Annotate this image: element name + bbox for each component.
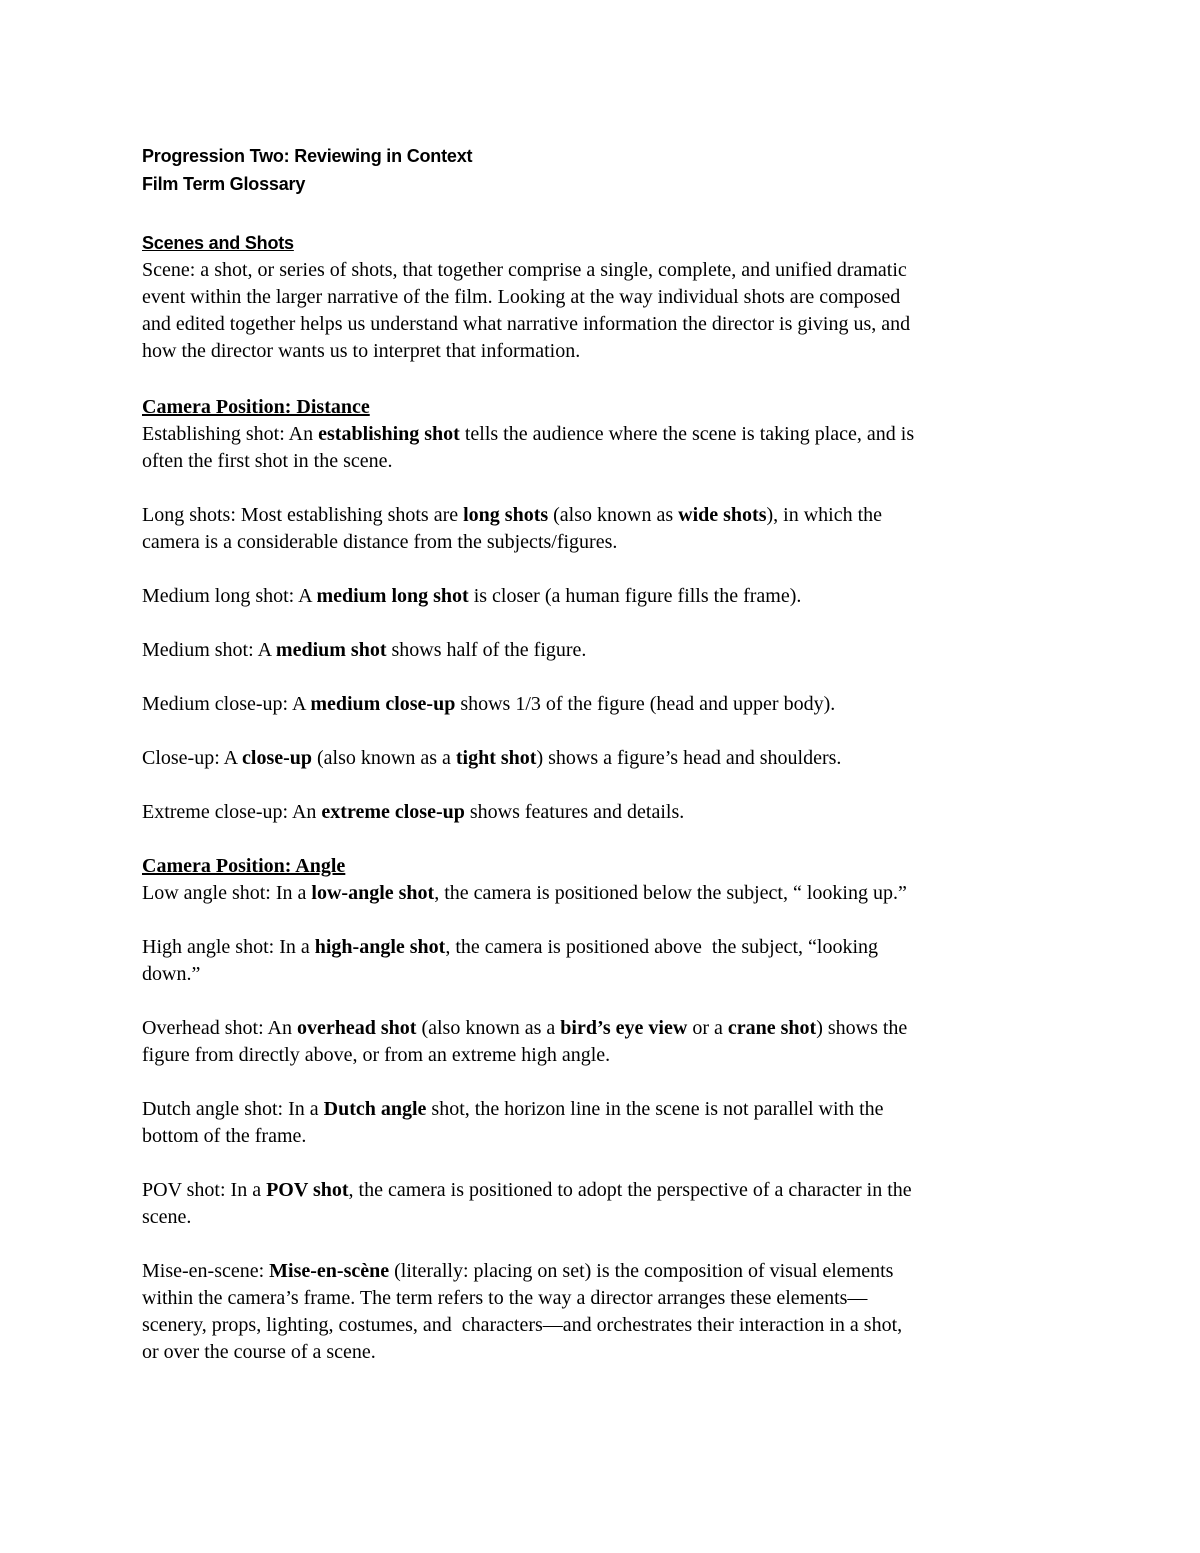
text-run: Long shots: Most establishing shots are bbox=[142, 504, 464, 526]
glossary-term: close-up bbox=[242, 747, 313, 769]
text-run: , the camera is positioned above the subject, “looking bbox=[445, 936, 878, 958]
glossary-section bbox=[142, 230, 1102, 365]
glossary-entry bbox=[142, 583, 1102, 610]
text-line bbox=[142, 1312, 1102, 1339]
glossary-entry bbox=[142, 257, 1102, 365]
glossary-entry bbox=[142, 637, 1102, 664]
text-run: ) shows the bbox=[816, 1017, 908, 1039]
text-line bbox=[142, 934, 1102, 961]
text-run: POV shot: In a bbox=[142, 1179, 267, 1201]
text-run: Medium long shot: A bbox=[142, 585, 317, 607]
glossary-term: Mise-en-scène bbox=[269, 1260, 390, 1282]
glossary-term: wide shots bbox=[678, 504, 767, 526]
glossary-term: POV shot bbox=[266, 1179, 349, 1201]
text-run: (also known as bbox=[548, 504, 679, 526]
glossary-entry bbox=[142, 1015, 1102, 1069]
text-run: (also known as a bbox=[312, 747, 456, 769]
text-run: figure from directly above, or from an extreme high angle. bbox=[142, 1044, 611, 1066]
text-run: shot, the horizon line in the scene is not parallel with the bbox=[426, 1098, 884, 1120]
text-line bbox=[142, 583, 1102, 610]
text-line bbox=[142, 880, 1102, 907]
glossary-entry bbox=[142, 1258, 1102, 1366]
text-run: shows half of the figure. bbox=[386, 639, 587, 661]
text-run: often the first shot in the scene. bbox=[142, 450, 393, 472]
text-run: Establishing shot: An bbox=[142, 423, 319, 445]
text-run: (literally: placing on set) is the composition of visual elements bbox=[389, 1260, 894, 1282]
text-run: Scene: a shot, or series of shots, that together comprise a single, complete, and unified dramatic bbox=[142, 259, 907, 281]
text-line bbox=[142, 257, 1102, 284]
text-run: (also known as a bbox=[416, 1017, 561, 1039]
text-run: Overhead shot: An bbox=[142, 1017, 297, 1039]
text-run: event within the larger narrative of the film. Looking at the way individual shots are composed bbox=[142, 286, 901, 308]
document-header bbox=[142, 143, 1102, 198]
text-line bbox=[142, 1258, 1102, 1285]
text-line bbox=[142, 961, 1102, 988]
glossary-entry bbox=[142, 799, 1102, 826]
text-run: Close-up: A bbox=[142, 747, 243, 769]
text-run: High angle shot: In a bbox=[142, 936, 315, 958]
text-run: or over the course of a scene. bbox=[142, 1341, 376, 1363]
text-run: ) shows a figure’s head and shoulders. bbox=[536, 747, 842, 769]
text-line bbox=[142, 502, 1102, 529]
glossary-entry bbox=[142, 502, 1102, 556]
text-line bbox=[142, 311, 1102, 338]
text-line bbox=[142, 799, 1102, 826]
text-line bbox=[142, 284, 1102, 311]
text-run: ), in which the bbox=[766, 504, 883, 526]
text-run: or a bbox=[687, 1017, 728, 1039]
glossary-term: Dutch angle bbox=[323, 1098, 427, 1120]
text-line bbox=[142, 448, 1102, 475]
text-line bbox=[142, 421, 1102, 448]
text-line bbox=[142, 745, 1102, 772]
text-line bbox=[142, 1096, 1102, 1123]
glossary-term: bird’s eye view bbox=[560, 1017, 688, 1039]
text-run: camera is a considerable distance from the subjects/figures. bbox=[142, 531, 618, 553]
text-line bbox=[142, 691, 1102, 718]
text-line bbox=[142, 529, 1102, 556]
text-run: Extreme close-up: An bbox=[142, 801, 322, 823]
text-run: bottom of the frame. bbox=[142, 1125, 307, 1147]
text-line bbox=[142, 1285, 1102, 1312]
text-run: down.” bbox=[142, 963, 201, 985]
text-run: how the director wants us to interpret that information. bbox=[142, 340, 581, 362]
glossary-term: crane shot bbox=[727, 1017, 817, 1039]
glossary-term: medium close-up bbox=[310, 693, 456, 715]
glossary-entry bbox=[142, 934, 1102, 988]
text-line bbox=[142, 1042, 1102, 1069]
text-line bbox=[142, 1123, 1102, 1150]
glossary-term: medium shot bbox=[275, 639, 387, 661]
glossary-entry bbox=[142, 880, 1102, 907]
glossary-entry bbox=[142, 421, 1102, 475]
text-run: , the camera is positioned to adopt the perspective of a character in the bbox=[348, 1179, 912, 1201]
glossary-section bbox=[142, 394, 1102, 826]
text-run: Medium close-up: A bbox=[142, 693, 311, 715]
text-run: shows features and details. bbox=[464, 801, 685, 823]
text-run: within the camera’s frame. The term refers to the way a director arranges these elements— bbox=[142, 1287, 868, 1309]
glossary-entry bbox=[142, 1096, 1102, 1150]
glossary-term: establishing shot bbox=[318, 423, 460, 445]
glossary-entry bbox=[142, 1177, 1102, 1231]
glossary-term: low-angle shot bbox=[311, 882, 435, 904]
glossary-term: long shots bbox=[463, 504, 549, 526]
glossary-term: tight shot bbox=[455, 747, 537, 769]
glossary-term: extreme close-up bbox=[321, 801, 465, 823]
text-run: scenery, props, lighting, costumes, and characters—and orchestrates their interaction in a shot, bbox=[142, 1314, 903, 1336]
glossary-term: high-angle shot bbox=[314, 936, 446, 958]
glossary-term: overhead shot bbox=[296, 1017, 417, 1039]
glossary-term: medium long shot bbox=[316, 585, 469, 607]
section-heading: Camera Position: Distance bbox=[142, 396, 370, 418]
text-line bbox=[142, 1204, 1102, 1231]
document-title: Progression Two: Reviewing in Context bbox=[142, 146, 473, 166]
text-run: Low angle shot: In a bbox=[142, 882, 312, 904]
text-run: Dutch angle shot: In a bbox=[142, 1098, 324, 1120]
text-line bbox=[142, 1339, 1102, 1366]
text-line bbox=[142, 1177, 1102, 1204]
text-run: shows 1/3 of the figure (head and upper body). bbox=[455, 693, 836, 715]
text-run: Medium shot: A bbox=[142, 639, 276, 661]
document-subtitle: Film Term Glossary bbox=[142, 174, 306, 194]
glossary-entry bbox=[142, 745, 1102, 772]
text-line bbox=[142, 1015, 1102, 1042]
text-run: and edited together helps us understand what narrative information the director is giving us, and bbox=[142, 313, 911, 335]
text-run: tells the audience where the scene is taking place, and is bbox=[459, 423, 915, 445]
glossary-section bbox=[142, 853, 1102, 1366]
text-run: Mise-en-scene: bbox=[142, 1260, 270, 1282]
text-line bbox=[142, 338, 1102, 365]
text-run: scene. bbox=[142, 1206, 192, 1228]
section-heading: Camera Position: Angle bbox=[142, 855, 346, 877]
text-line bbox=[142, 637, 1102, 664]
text-run: , the camera is positioned below the subject, “ looking up.” bbox=[434, 882, 907, 904]
text-run: is closer (a human figure fills the frame). bbox=[468, 585, 802, 607]
glossary-entry bbox=[142, 691, 1102, 718]
section-heading: Scenes and Shots bbox=[142, 233, 294, 253]
